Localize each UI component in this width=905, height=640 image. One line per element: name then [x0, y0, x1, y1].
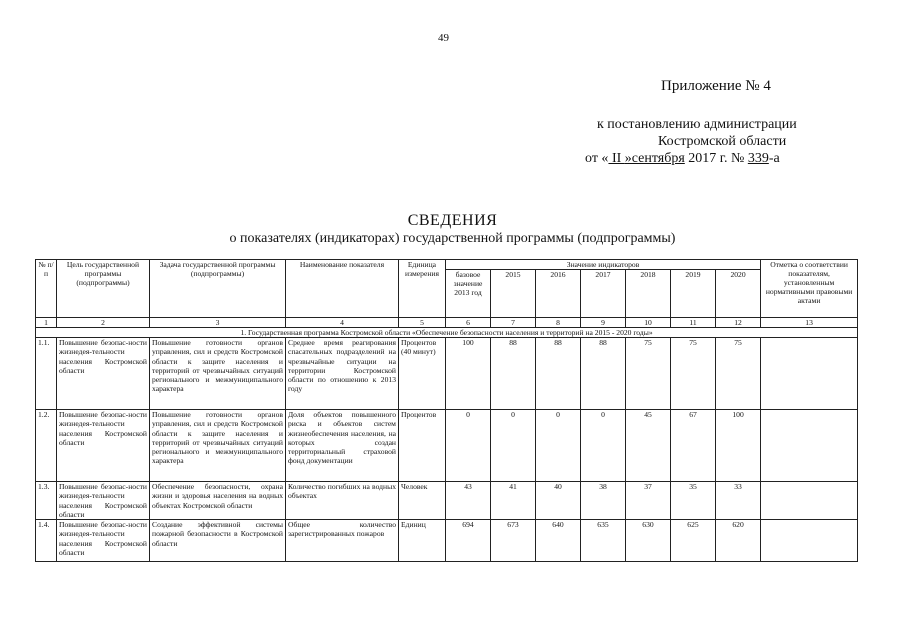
column-number: 11 [671, 318, 716, 328]
decree-number: 339 [747, 151, 769, 166]
row-note [761, 410, 858, 482]
table-row [36, 410, 858, 482]
row-value-2016: 40 [536, 482, 581, 520]
row-goal: Повышение безопас-ности жизнедея-тельности населения Костромской области [57, 338, 150, 410]
header-row-1 [36, 260, 858, 270]
row-task: Создание эффективной системы пожарной безопасности в Костромской области [150, 520, 286, 562]
row-value-2016: 640 [536, 520, 581, 562]
header-base: базовое значение 2013 год [446, 270, 491, 318]
row-value-2019: 35 [671, 482, 716, 520]
row-base-value: 43 [446, 482, 491, 520]
header-year: 2020 [716, 270, 761, 318]
indicators-table [35, 259, 858, 562]
header-num: № п/п [36, 260, 57, 318]
row-value-2019: 67 [671, 410, 716, 482]
page-number: 49 [438, 32, 449, 44]
column-number: 2 [57, 318, 150, 328]
row-task: Обеспечение безопасности, охрана жизни и здоровья населения на водных объектах Костромской области [150, 482, 286, 520]
row-value-2015: 0 [491, 410, 536, 482]
row-value-2019: 75 [671, 338, 716, 410]
row-value-2020: 75 [716, 338, 761, 410]
row-value-2019: 625 [671, 520, 716, 562]
header-unit: Единица измерения [399, 260, 446, 318]
row-num: 1.4. [36, 520, 57, 562]
column-number: 8 [536, 318, 581, 328]
row-unit: Процентов [399, 410, 446, 482]
table-row [36, 482, 858, 520]
date-year: 2017 г. № [684, 151, 748, 166]
column-number: 9 [581, 318, 626, 328]
row-unit: Человек [399, 482, 446, 520]
row-base-value: 694 [446, 520, 491, 562]
appendix-org-line: Костромской области [658, 134, 787, 149]
appendix-decree-line: к постановлению администрации [597, 117, 797, 132]
table-row [36, 520, 858, 562]
column-number: 7 [491, 318, 536, 328]
row-value-2016: 88 [536, 338, 581, 410]
row-value-2015: 673 [491, 520, 536, 562]
row-indicator: Количество погибших на водных объектах [286, 482, 399, 520]
row-task: Повышение готовности органов управления, сил и средств Костромской области к защите населения и территорий от чрезвычайных ситуаций регионального и межмуниципального характера [150, 338, 286, 410]
row-goal: Повышение безопас-ности жизнедея-тельности населения Костромской области [57, 482, 150, 520]
row-value-2016: 0 [536, 410, 581, 482]
row-num: 1.3. [36, 482, 57, 520]
section-title: 1. Государственная программа Костромской области «Обеспечение безопасности населения и территорий на 2015 - 2020 годы» [36, 328, 858, 338]
header-year: 2016 [536, 270, 581, 318]
row-task: Повышение готовности органов управления, сил и средств Костромской области к защите населения и территорий от чрезвычайных ситуаций регионального и межмуниципального характера [150, 410, 286, 482]
header-task: Задача государственной программы (подпрограммы) [150, 260, 286, 318]
row-value-2020: 620 [716, 520, 761, 562]
column-number: 1 [36, 318, 57, 328]
row-unit: Единиц [399, 520, 446, 562]
row-value-2017: 0 [581, 410, 626, 482]
date-day: II [608, 151, 625, 166]
row-value-2017: 88 [581, 338, 626, 410]
column-number: 12 [716, 318, 761, 328]
row-indicator: Среднее время реагирования спасательных подразделений на чрезвычайные ситуации на территории Костромской области по отношению к 2013 году [286, 338, 399, 410]
row-value-2018: 630 [626, 520, 671, 562]
appendix-date-line [585, 151, 780, 167]
row-base-value: 0 [446, 410, 491, 482]
date-month: »сентября [624, 151, 685, 166]
row-value-2015: 41 [491, 482, 536, 520]
header-year: 2015 [491, 270, 536, 318]
row-value-2017: 38 [581, 482, 626, 520]
header-indicator: Наименование показателя [286, 260, 399, 318]
row-indicator: Доля объектов повышенного риска и объектов систем жизнеобеспечения населения, на которых создан территориальный страховой фонд документации [286, 410, 399, 482]
row-num: 1.1. [36, 338, 57, 410]
column-number: 4 [286, 318, 399, 328]
row-unit: Процентов (40 минут) [399, 338, 446, 410]
header-goal: Цель государственной программы (подпрограммы) [57, 260, 150, 318]
column-number: 13 [761, 318, 858, 328]
row-value-2018: 37 [626, 482, 671, 520]
row-value-2017: 635 [581, 520, 626, 562]
row-value-2018: 45 [626, 410, 671, 482]
column-number: 5 [399, 318, 446, 328]
row-base-value: 100 [446, 338, 491, 410]
document-subtitle: о показателях (индикаторах) государственной программы (подпрограммы) [229, 231, 676, 246]
appendix-title: Приложение № 4 [661, 78, 771, 94]
row-note [761, 482, 858, 520]
decree-suffix: -а [768, 151, 780, 166]
row-note [761, 338, 858, 410]
row-value-2020: 100 [716, 410, 761, 482]
header-year: 2017 [581, 270, 626, 318]
header-year: 2019 [671, 270, 716, 318]
column-number: 6 [446, 318, 491, 328]
row-value-2018: 75 [626, 338, 671, 410]
row-goal: Повышение безопас-ности жизнедея-тельности населения Костромской области [57, 520, 150, 562]
column-number: 10 [626, 318, 671, 328]
header-values-group: Значение индикаторов [446, 260, 761, 270]
header-year: 2018 [626, 270, 671, 318]
date-prefix: от « [585, 151, 609, 166]
header-note: Отметка о соответствии показателям, установленным нормативными правовыми актами [761, 260, 858, 318]
row-value-2020: 33 [716, 482, 761, 520]
row-goal: Повышение безопас-ности жизнедея-тельности населения Костромской области [57, 410, 150, 482]
document-title: СВЕДЕНИЯ [407, 212, 498, 229]
table-row [36, 338, 858, 410]
column-number: 3 [150, 318, 286, 328]
section-row [36, 328, 858, 338]
row-num: 1.2. [36, 410, 57, 482]
row-indicator: Общее количество зарегистрированных пожаров [286, 520, 399, 562]
column-numbers-row [36, 318, 858, 328]
row-value-2015: 88 [491, 338, 536, 410]
row-note [761, 520, 858, 562]
